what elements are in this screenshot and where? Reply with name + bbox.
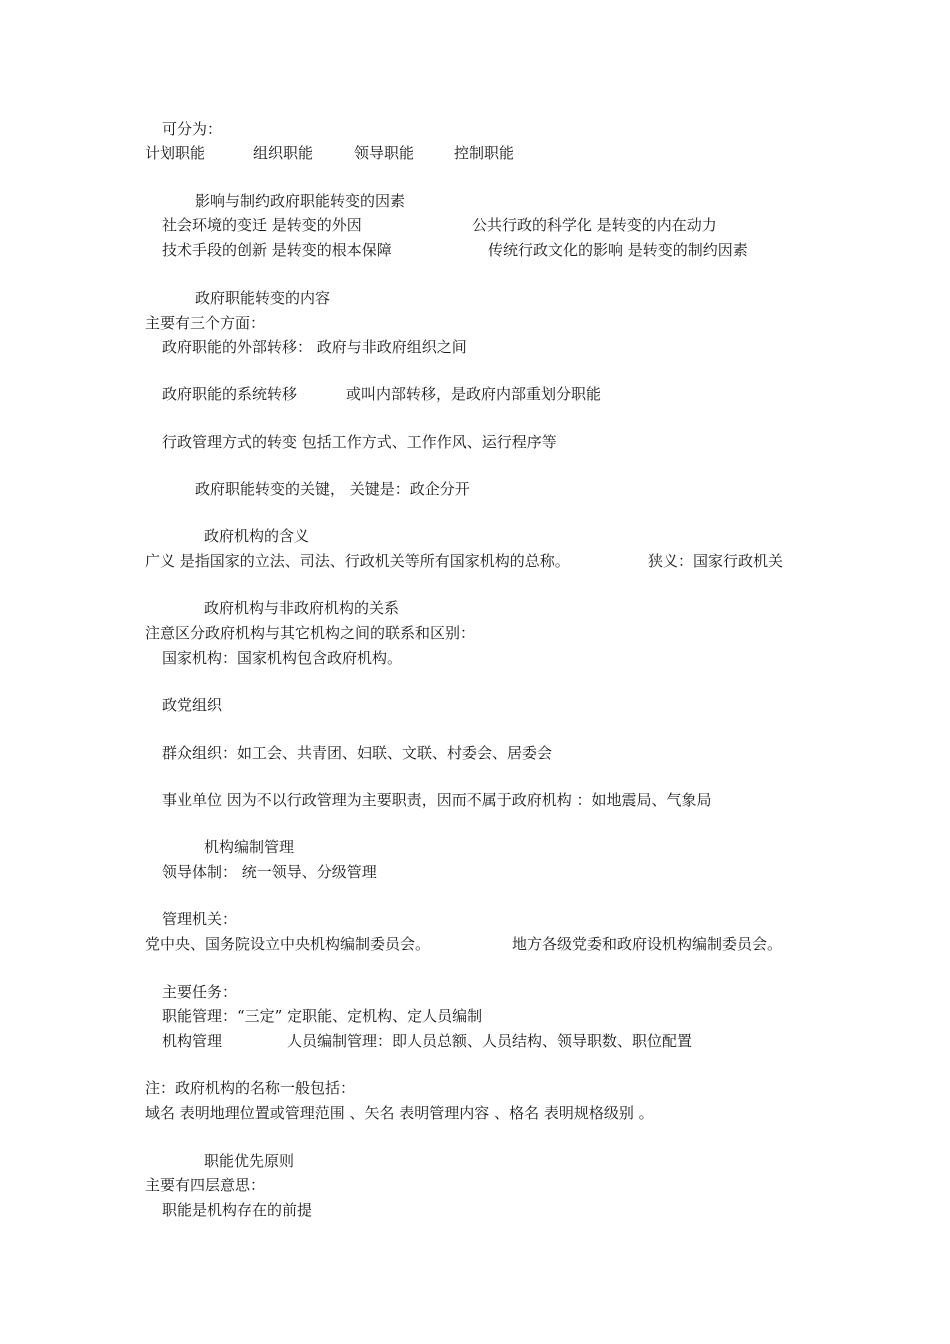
- text-line: 事业单位 因为不以行政管理为主要职责，因而不属于政府机构 ：如地震局、气象局: [162, 791, 712, 809]
- text-line: 广义 是指国家的立法、司法、行政机关等所有国家机构的总称。: [145, 552, 570, 570]
- text-line: 领导职能: [354, 144, 415, 162]
- text-line: 技术手段的创新 是转变的根本保障: [162, 241, 392, 259]
- text-line: 行政管理方式的转变 包括工作方式、工作作风、运行程序等: [162, 433, 557, 451]
- text-line: 控制职能: [454, 144, 515, 162]
- section-heading: 影响与制约政府职能转变的因素: [195, 192, 406, 210]
- text-line: 政府职能的系统转移: [162, 385, 298, 403]
- text-line: 管理机关：: [162, 910, 238, 928]
- text-line: 人员编制管理：即人员总额、人员结构、领导职数、职位配置: [287, 1032, 693, 1050]
- text-line: 政党组织: [162, 696, 223, 714]
- text-line: 可分为：: [162, 120, 223, 138]
- section-heading: 政府职能转变的内容: [195, 289, 331, 307]
- text-line: 机构管理: [162, 1032, 223, 1050]
- text-line: 或叫内部转移，是政府内部重划分职能: [346, 385, 602, 403]
- text-line: 政府职能的外部转移： 政府与非政府组织之间: [162, 338, 467, 356]
- text-line: 公共行政的科学化 是转变的内在动力: [472, 216, 717, 234]
- section-heading: 政府职能转变的关键， 关键是：政企分开: [195, 480, 470, 498]
- text-line: 域名 表明地理位置或管理范围 、矢名 表明管理内容 、格名 表明规格级别 。: [145, 1104, 654, 1122]
- text-line: 主要有三个方面：: [145, 314, 266, 332]
- text-line: 主要任务：: [162, 983, 238, 1001]
- text-line: 狭义：国家行政机关: [648, 552, 784, 570]
- text-line: 地方各级党委和政府设机构编制委员会。: [512, 935, 783, 953]
- text-line: 注意区分政府机构与其它机构之间的联系和区别：: [145, 624, 476, 642]
- text-line: 群众组织：如工会、共青团、妇联、文联、村委会、居委会: [162, 744, 553, 762]
- text-line: 职能管理：“三定” 定职能、定机构、定人员编制: [162, 1007, 483, 1025]
- text-line: 注：政府机构的名称一般包括：: [145, 1079, 356, 1097]
- text-line: 计划职能: [145, 144, 206, 162]
- section-heading: 机构编制管理: [204, 838, 295, 856]
- text-line: 职能是机构存在的前提: [162, 1201, 313, 1219]
- section-heading: 职能优先原则: [204, 1152, 295, 1170]
- text-line: 领导体制： 统一领导、分级管理: [162, 863, 377, 881]
- text-line: 国家机构：国家机构包含政府机构。: [162, 649, 403, 667]
- text-line: 党中央、国务院设立中央机构编制委员会。: [145, 935, 431, 953]
- text-line: 主要有四层意思：: [145, 1176, 266, 1194]
- text-line: 社会环境的变迁 是转变的外因: [162, 216, 362, 234]
- text-line: 组织职能: [253, 144, 314, 162]
- text-line: 传统行政文化的影响 是转变的制约因素: [488, 241, 748, 259]
- section-heading: 政府机构与非政府机构的关系: [204, 599, 400, 617]
- section-heading: 政府机构的含义: [204, 527, 310, 545]
